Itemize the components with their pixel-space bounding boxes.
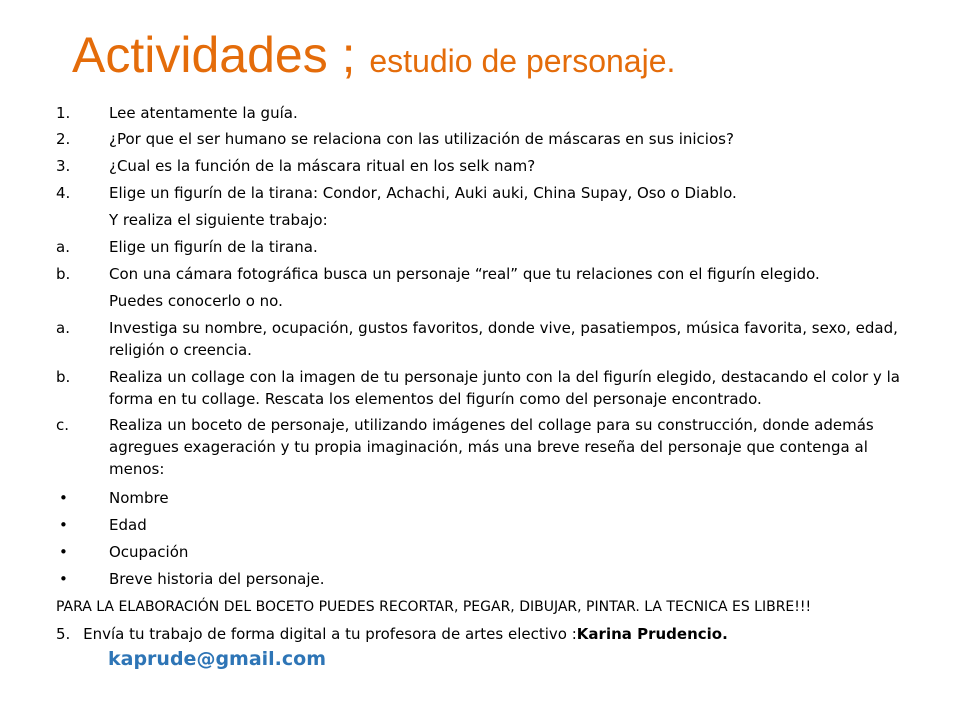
technique-note: PARA LA ELABORACIÓN DEL BOCETO PUEDES RECORTAR, PEGAR, DIBUJAR, PINTAR. LA TECNICA ES LIBRE!!! bbox=[56, 599, 812, 615]
email-link[interactable]: kaprude@gmail.com bbox=[108, 648, 327, 670]
list-marker: c. bbox=[56, 416, 70, 434]
list-item-a bbox=[56, 236, 916, 258]
bullet-marker: • bbox=[59, 489, 68, 507]
list-item-a-2 bbox=[56, 317, 916, 361]
list-item-4-continuation bbox=[56, 209, 916, 231]
bullet-marker: • bbox=[59, 516, 68, 534]
bullet-item-historia bbox=[56, 568, 916, 590]
list-text: Realiza un collage con la imagen de tu personaje junto con la del figurín elegido, destacando el color y la forma en tu collage. Rescata los elementos del figurín como del personaje encontrado. bbox=[109, 368, 900, 408]
list-item-b-continuation bbox=[56, 290, 916, 312]
step-5-text: Envía tu trabajo de forma digital a tu profesora de artes electivo : bbox=[83, 625, 577, 643]
title-main: Actividades ; bbox=[72, 27, 370, 83]
teacher-name: Karina Prudencio. bbox=[576, 625, 728, 643]
list-marker: 1. bbox=[56, 104, 71, 122]
title-sub: estudio de personaje. bbox=[369, 43, 676, 79]
list-text: Realiza un boceto de personaje, utilizando imágenes del collage para su construcción, donde además agregues exageración y tu propia imaginación, más una breve reseña del personaje que contenga al menos: bbox=[109, 416, 874, 478]
page-title bbox=[72, 26, 675, 84]
list-text: Edad bbox=[109, 516, 147, 534]
list-item-4 bbox=[56, 182, 916, 204]
list-text: Elige un figurín de la tirana: Condor, Achachi, Auki auki, China Supay, Oso o Diablo. bbox=[109, 184, 737, 202]
list-item-b bbox=[56, 263, 916, 285]
step-5-marker: 5. bbox=[56, 625, 71, 643]
list-text: Y realiza el siguiente trabajo: bbox=[109, 211, 328, 229]
list-text: Nombre bbox=[109, 489, 169, 507]
list-item-2 bbox=[56, 128, 916, 150]
list-item-3 bbox=[56, 155, 916, 177]
list-text: Breve historia del personaje. bbox=[109, 570, 325, 588]
list-marker: b. bbox=[56, 265, 71, 283]
list-marker: 3. bbox=[56, 157, 71, 175]
list-marker: 2. bbox=[56, 130, 71, 148]
bullet-item-nombre bbox=[56, 487, 916, 509]
list-item-1 bbox=[56, 102, 916, 124]
list-text: Elige un figurín de la tirana. bbox=[109, 238, 318, 256]
list-text: ¿Por que el ser humano se relaciona con las utilización de máscaras en sus inicios? bbox=[109, 130, 734, 148]
list-marker: a. bbox=[56, 238, 70, 256]
list-text: Ocupación bbox=[109, 543, 189, 561]
step-5 bbox=[56, 623, 936, 645]
bullet-item-edad bbox=[56, 514, 916, 536]
list-text: Lee atentamente la guía. bbox=[109, 104, 298, 122]
list-text: ¿Cual es la función de la máscara ritual en los selk nam? bbox=[109, 157, 536, 175]
bullet-marker: • bbox=[59, 543, 68, 561]
list-marker: a. bbox=[56, 319, 70, 337]
list-text: Puedes conocerlo o no. bbox=[109, 292, 283, 310]
list-item-c bbox=[56, 414, 916, 480]
list-marker: 4. bbox=[56, 184, 71, 202]
list-item-b-2 bbox=[56, 366, 916, 410]
list-marker: b. bbox=[56, 368, 71, 386]
bullet-item-ocupacion bbox=[56, 541, 916, 563]
list-text: Con una cámara fotográfica busca un personaje “real” que tu relaciones con el figurín elegido. bbox=[109, 265, 820, 283]
bullet-marker: • bbox=[59, 570, 68, 588]
list-text: Investiga su nombre, ocupación, gustos favoritos, donde vive, pasatiempos, música favorita, sexo, edad, religión o creencia. bbox=[109, 319, 898, 359]
